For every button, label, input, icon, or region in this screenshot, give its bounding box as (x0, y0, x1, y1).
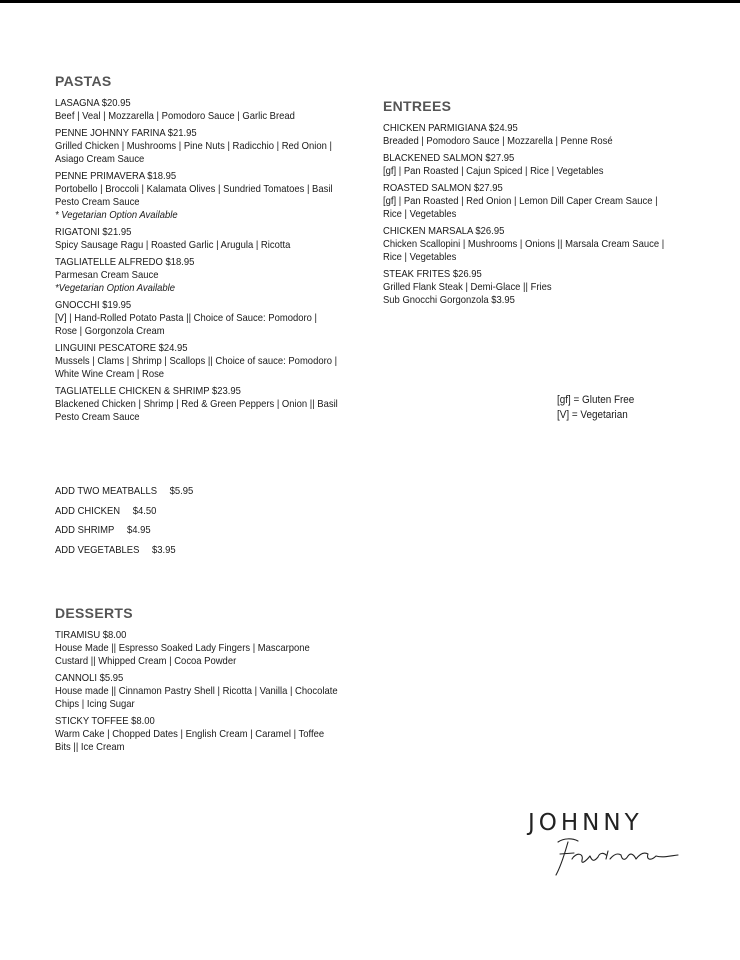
addon-price: $4.50 (132, 504, 157, 517)
pastas-item (55, 256, 375, 295)
item-title: TIRAMISU $8.00 (55, 629, 127, 641)
item-title: RIGATONI $21.95 (55, 226, 132, 238)
entrees-item (383, 268, 703, 307)
item-description: Sub Gnocchi Gorgonzola $3.95 (383, 294, 515, 306)
item-description: Spicy Sausage Ragu | Roasted Garlic | Arugula | Ricotta (55, 239, 291, 251)
addon-row (55, 521, 325, 541)
pastas-item (55, 385, 375, 424)
item-description: Pesto Cream Sauce (55, 196, 140, 208)
addon-price: $4.95 (126, 524, 151, 536)
addon-label: ADD SHRIMP (55, 524, 115, 536)
addon-row (55, 541, 325, 561)
item-description: Pesto Cream Sauce (55, 411, 140, 423)
item-description: Breaded | Pomodoro Sauce | Mozzarella | Penne Rosé (383, 135, 613, 147)
item-description: [gf] | Pan Roasted | Cajun Spiced | Rice | Vegetables (383, 165, 604, 177)
addon-price: $5.95 (169, 485, 194, 497)
item-title: ROASTED SALMON $27.95 (383, 182, 503, 194)
addon-label: ADD TWO MEATBALLS (55, 485, 158, 497)
pastas-item (55, 226, 375, 252)
item-description: House made || Cinnamon Pastry Shell | Ricotta | Vanilla | Chocolate (55, 685, 338, 697)
desserts-section (55, 605, 375, 758)
item-description: White Wine Cream | Rose (55, 368, 165, 380)
item-description: Rice | Vegetables (383, 251, 457, 263)
addon-row (55, 482, 325, 502)
addon-label: ADD VEGETABLES (55, 543, 140, 556)
pastas-heading: PASTAS (55, 73, 112, 89)
desserts-heading: DESSERTS (55, 605, 133, 621)
item-title: STEAK FRITES $26.95 (383, 268, 482, 280)
entrees-item (383, 182, 703, 221)
item-description: Grilled Chicken | Mushrooms | Pine Nuts | Radicchio | Red Onion | (55, 140, 332, 152)
legend-vegetarian: [V] = Vegetarian (557, 409, 628, 421)
legend-gluten-free: [gf] = Gluten Free (557, 394, 635, 406)
diet-legend (557, 393, 643, 423)
item-description: [gf] | Pan Roasted | Red Onion | Lemon Dill Caper Cream Sauce | (383, 195, 658, 207)
item-description: Warm Cake | Chopped Dates | English Cream | Caramel | Toffee (55, 728, 325, 740)
addons-list (55, 482, 355, 560)
item-description: Rice | Vegetables (383, 208, 457, 220)
item-title: CHICKEN MARSALA $26.95 (383, 225, 505, 237)
item-description: Portobello | Broccoli | Kalamata Olives | Sundried Tomatoes | Basil (55, 183, 333, 195)
desserts-item (55, 672, 375, 711)
item-title: CHICKEN PARMIGIANA $24.95 (383, 122, 518, 134)
item-description: House Made || Espresso Soaked Lady Fingers | Mascarpone (55, 642, 310, 654)
entrees-list (383, 122, 703, 307)
top-border (0, 0, 740, 3)
pastas-item (55, 127, 375, 166)
pastas-item (55, 299, 375, 338)
item-title: BLACKENED SALMON $27.95 (383, 152, 515, 164)
item-title: LINGUINI PESCATORE $24.95 (55, 342, 188, 354)
item-description: [V] | Hand-Rolled Potato Pasta || Choice of Sauce: Pomodoro | (55, 312, 317, 324)
item-description: Beef | Veal | Mozzarella | Pomodoro Sauce | Garlic Bread (55, 110, 295, 122)
item-note: * Vegetarian Option Available (55, 209, 178, 221)
item-title: GNOCCHI $19.95 (55, 299, 132, 311)
pastas-item (55, 342, 375, 381)
addon-label: ADD CHICKEN (55, 504, 121, 517)
item-title: STICKY TOFFEE $8.00 (55, 715, 155, 727)
pastas-section (55, 73, 375, 428)
entrees-heading: ENTREES (383, 98, 452, 114)
item-title: LASAGNA $20.95 (55, 97, 131, 109)
item-description: Asiago Cream Sauce (55, 153, 145, 165)
entrees-item (383, 225, 703, 264)
item-title: CANNOLI $5.95 (55, 672, 124, 684)
item-description: Custard || Whipped Cream | Cocoa Powder (55, 655, 237, 667)
item-description: Chips | Icing Sugar (55, 698, 135, 710)
addon-price: $3.95 (151, 543, 176, 556)
desserts-item (55, 629, 375, 668)
item-title: PENNE PRIMAVERA $18.95 (55, 170, 177, 182)
item-description: Blackened Chicken | Shrimp | Red & Green Peppers | Onion || Basil (55, 398, 338, 410)
pastas-item (55, 97, 375, 123)
entrees-item (383, 122, 703, 148)
desserts-item (55, 715, 375, 754)
johnny-farina-logo (528, 810, 698, 880)
pastas-item (55, 170, 375, 222)
item-description: Grilled Flank Steak | Demi-Glace || Fries (383, 281, 552, 293)
logo-script-farina (548, 828, 693, 880)
item-note: *Vegetarian Option Available (55, 282, 175, 294)
item-description: Mussels | Clams | Shrimp | Scallops || Choice of sauce: Pomodoro | (55, 355, 338, 367)
entrees-section (383, 98, 703, 311)
item-description: Rose | Gorgonzola Cream (55, 325, 165, 337)
item-title: TAGLIATELLE CHICKEN & SHRIMP $23.95 (55, 385, 241, 397)
logo-wordmark: JOHNNY (528, 810, 643, 836)
pastas-list (55, 97, 375, 424)
item-title: PENNE JOHNNY FARINA $21.95 (55, 127, 197, 139)
desserts-list (55, 629, 375, 754)
item-description: Chicken Scallopini | Mushrooms | Onions || Marsala Cream Sauce | (383, 238, 665, 250)
item-description: Parmesan Cream Sauce (55, 269, 159, 281)
addons-section (55, 482, 355, 560)
item-description: Bits || Ice Cream (55, 741, 125, 753)
addon-row (55, 502, 325, 522)
item-title: TAGLIATELLE ALFREDO $18.95 (55, 256, 195, 268)
entrees-item (383, 152, 703, 178)
